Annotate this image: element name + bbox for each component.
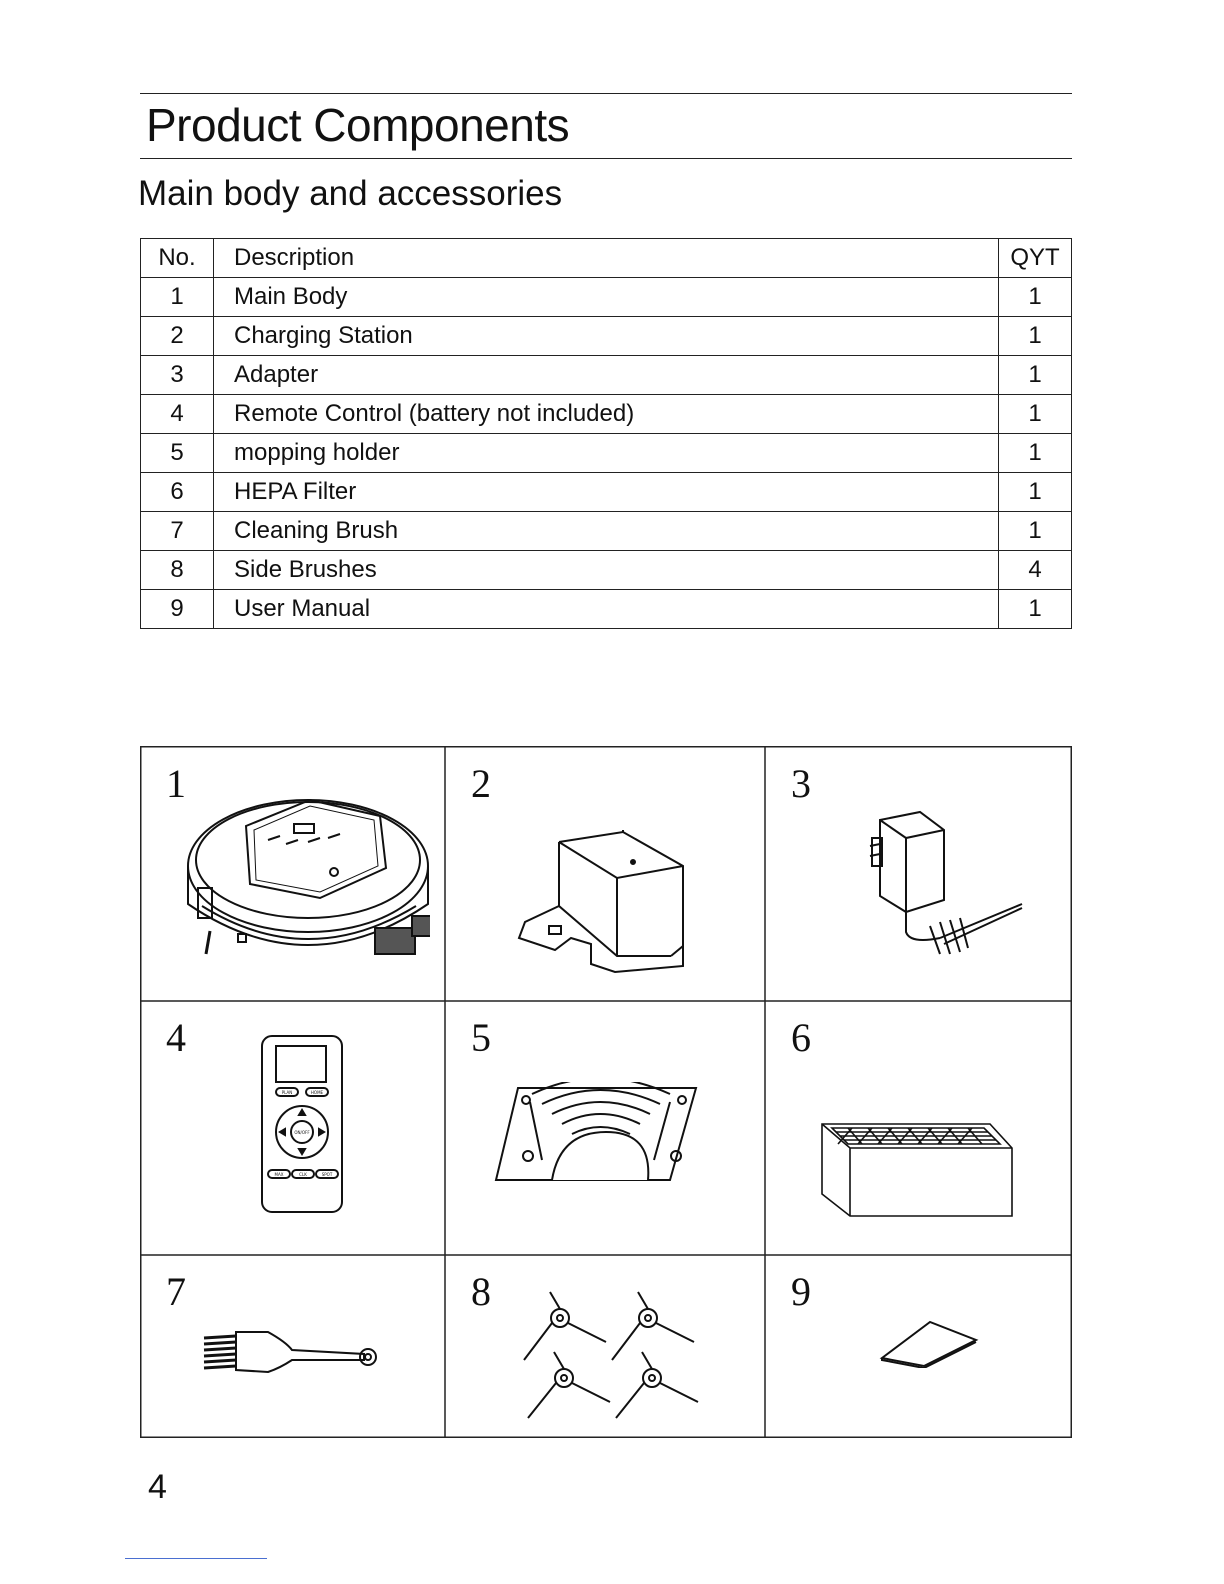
remote-spot-label: SPOT bbox=[321, 1172, 333, 1177]
row-no: 9 bbox=[141, 590, 214, 629]
user-manual-icon bbox=[878, 1318, 980, 1368]
table-header-row bbox=[141, 239, 1072, 278]
row-no: 8 bbox=[141, 551, 214, 590]
row-no: 2 bbox=[141, 317, 214, 356]
components-table bbox=[140, 238, 1072, 629]
row-qty: 1 bbox=[999, 434, 1072, 473]
row-description: User Manual bbox=[214, 590, 999, 629]
robot-vacuum-icon bbox=[180, 786, 430, 966]
row-description: Main Body bbox=[214, 278, 999, 317]
row-qty: 1 bbox=[999, 317, 1072, 356]
cell-number: 7 bbox=[166, 1269, 186, 1314]
cell-number: 6 bbox=[791, 1015, 811, 1060]
row-no: 5 bbox=[141, 434, 214, 473]
hepa-filter-icon bbox=[818, 1118, 1018, 1222]
side-brushes-icon bbox=[510, 1284, 720, 1420]
header-qty: QYT bbox=[999, 239, 1072, 278]
top-rule bbox=[140, 93, 1072, 94]
remote-control-icon bbox=[258, 1032, 348, 1216]
cleaning-brush-icon bbox=[196, 1328, 386, 1388]
row-no: 7 bbox=[141, 512, 214, 551]
cell-number: 9 bbox=[791, 1269, 811, 1314]
row-description: Adapter bbox=[214, 356, 999, 395]
row-no: 4 bbox=[141, 395, 214, 434]
table-row bbox=[141, 551, 1072, 590]
cell-number: 2 bbox=[471, 761, 491, 806]
cell-number: 1 bbox=[166, 761, 186, 806]
cell-number: 4 bbox=[166, 1015, 186, 1060]
row-description: Side Brushes bbox=[214, 551, 999, 590]
row-description: Charging Station bbox=[214, 317, 999, 356]
row-qty: 1 bbox=[999, 395, 1072, 434]
row-qty: 1 bbox=[999, 278, 1072, 317]
row-description: Cleaning Brush bbox=[214, 512, 999, 551]
components-illustration-grid bbox=[140, 746, 1072, 1438]
table-row bbox=[141, 434, 1072, 473]
table-row bbox=[141, 356, 1072, 395]
row-qty: 4 bbox=[999, 551, 1072, 590]
table-row bbox=[141, 473, 1072, 512]
cell-number: 8 bbox=[471, 1269, 491, 1314]
table-row bbox=[141, 590, 1072, 629]
bottom-underline bbox=[125, 1558, 267, 1559]
header-description: Description bbox=[214, 239, 999, 278]
remote-onoff-label: ON/OFF bbox=[294, 1130, 310, 1135]
table-row bbox=[141, 512, 1072, 551]
cell-number: 3 bbox=[791, 761, 811, 806]
remote-plan-label: PLAN bbox=[281, 1090, 293, 1095]
header-no: No. bbox=[141, 239, 214, 278]
table-row bbox=[141, 317, 1072, 356]
row-qty: 1 bbox=[999, 590, 1072, 629]
cell-number: 5 bbox=[471, 1015, 491, 1060]
row-no: 3 bbox=[141, 356, 214, 395]
adapter-icon bbox=[850, 808, 1030, 978]
page-title: Product Components bbox=[146, 99, 570, 151]
remote-max-label: MAX bbox=[274, 1172, 284, 1177]
title-rule bbox=[140, 158, 1072, 159]
row-qty: 1 bbox=[999, 356, 1072, 395]
remote-clk-label: CLK bbox=[299, 1172, 307, 1177]
row-description: Remote Control (battery not included) bbox=[214, 395, 999, 434]
page-number: 4 bbox=[148, 1468, 167, 1506]
row-description: mopping holder bbox=[214, 434, 999, 473]
row-qty: 1 bbox=[999, 512, 1072, 551]
table-row bbox=[141, 395, 1072, 434]
charging-station-icon bbox=[515, 826, 715, 986]
section-subtitle: Main body and accessories bbox=[138, 174, 563, 213]
row-description: HEPA Filter bbox=[214, 473, 999, 512]
row-no: 6 bbox=[141, 473, 214, 512]
remote-home-label: HOME bbox=[310, 1090, 324, 1095]
table-row bbox=[141, 278, 1072, 317]
row-no: 1 bbox=[141, 278, 214, 317]
row-qty: 1 bbox=[999, 473, 1072, 512]
mopping-holder-icon bbox=[490, 1082, 700, 1186]
